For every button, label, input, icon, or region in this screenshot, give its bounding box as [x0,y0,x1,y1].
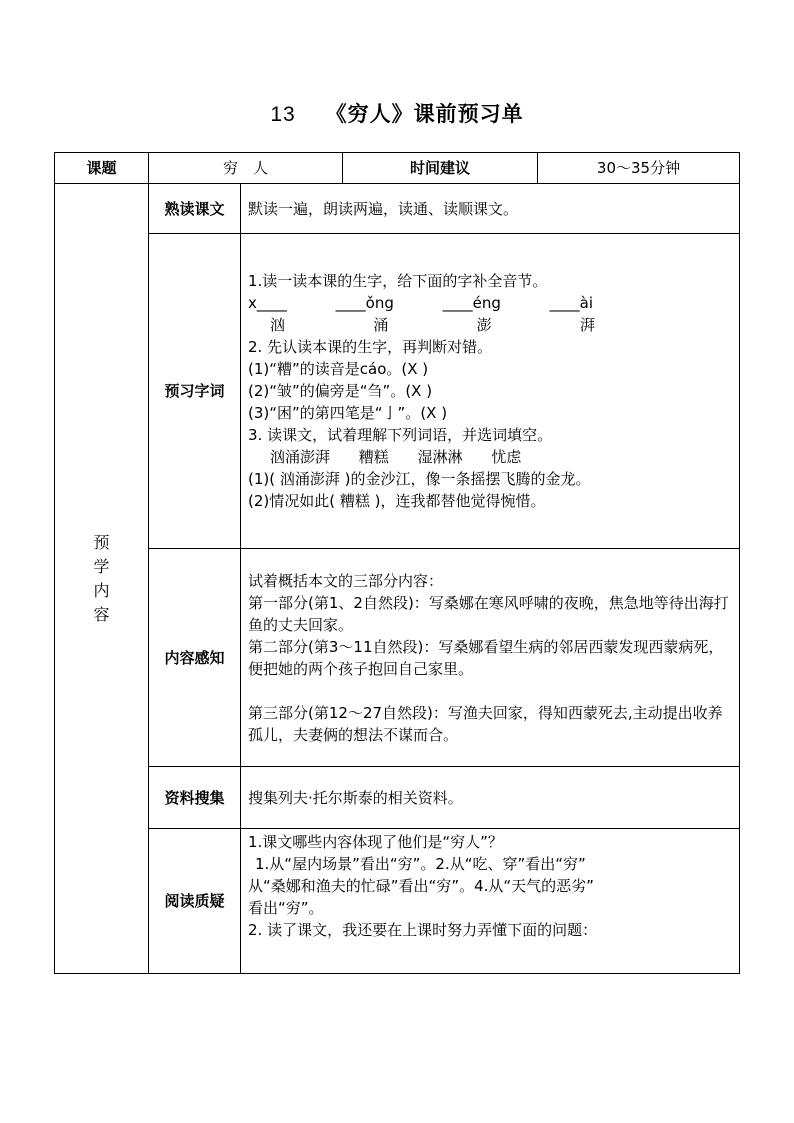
content-intro: 试着概括本文的三部分内容： [248,571,444,590]
judge-item: (2)“皱”的偏旁是“刍”。(X ) [248,382,433,400]
answer-line: 从“桑娜和渔夫的忙碌”看出“穷”。4.从“天气的恶劣” [248,877,594,895]
questions-label: 阅读质疑 [149,829,241,974]
char: 涌 [373,316,389,334]
content-label: 内容感知 [149,549,241,767]
time-value: 30～35分钟 [538,153,740,184]
row-questions [55,829,740,974]
read-label: 熟读课文 [149,184,241,234]
section-label: 预 学 内 容 [55,184,149,974]
word: 忧虑 [491,448,522,466]
words-label: 预习字词 [149,234,241,549]
answer-line: 看出“穷”。 [248,899,324,917]
research-text: 搜集列夫·托尔斯泰的相关资料。 [241,767,740,829]
questions-q1: 1.课文哪些内容体现了他们是“穷人”？ [248,833,503,851]
char: 澎 [476,316,492,334]
lesson-number: 13 [270,103,296,126]
judge-item: (1)“糟”的读音是cáo。(X ) [248,360,429,378]
topic-value: 穷 人 [149,153,343,184]
pinyin-blank: ____ǒng [335,294,394,312]
word: 湿淋淋 [417,448,463,466]
word: 糟糕 [358,448,389,466]
words-q3: 3. 读课文，试着理解下列词语，并选词填空。 [248,426,553,444]
read-text: 默读一遍，朗读两遍，读通、读顺课文。 [241,184,740,234]
questions-q2: 2. 读了课文，我还要在上课时努力弄懂下面的问题： [248,921,598,939]
content-part3: 第三部分(第12～27自然段)：写渔夫回家，得知西蒙死去,主动提出收养孤儿，夫妻俩的想法不谋而合。 [248,703,723,744]
content-text [241,549,740,767]
words-content [241,234,740,549]
page-title [0,98,794,128]
words-q2: 2. 先认读本课的生字，再判断对错。 [248,338,493,356]
char: 湃 [579,316,595,334]
pinyin-row [248,292,593,314]
fill-item: (2)情况如此( 糟糕 )，连我都替他觉得惋惜。 [248,492,546,510]
words-q1: 1.读一读本课的生字，给下面的字补全音节。 [248,272,548,290]
judge-item: (3)“困”的第四笔是“亅”。(X ) [248,404,448,422]
char-row [248,314,595,336]
header-row [55,153,740,184]
fill-item: (1)( 汹涌澎湃 )的金沙江，像一条摇摆飞腾的金龙。 [248,470,591,488]
answer-line: 1.从“屋内场景”看出“穷”。2.从“吃、穿”看出“穷” [255,855,586,873]
row-read [55,184,740,234]
preview-table [54,152,740,974]
content-part1: 第一部分(第1、2自然段)：写桑娜在寒风呼啸的夜晚，焦急地等待出海打鱼的丈夫回家。 [248,593,729,634]
word: 汹涌澎湃 [270,448,331,466]
char: 汹 [270,316,286,334]
row-research [55,767,740,829]
questions-content [241,829,740,974]
pinyin-blank: x____ [248,294,287,312]
lesson-title: 《穷人》课前预习单 [325,102,524,126]
topic-label: 课题 [55,153,149,184]
pinyin-blank: ____ài [549,294,593,312]
time-label: 时间建议 [343,153,538,184]
pinyin-blank: ____éng [442,294,501,312]
word-bank [248,446,733,468]
research-label: 资料搜集 [149,767,241,829]
row-content [55,549,740,767]
row-words [55,234,740,549]
content-part2: 第二部分(第3～11自然段)：写桑娜看望生病的邻居西蒙发现西蒙病死，便把她的两个孩子抱回自己家里。 [248,637,724,678]
